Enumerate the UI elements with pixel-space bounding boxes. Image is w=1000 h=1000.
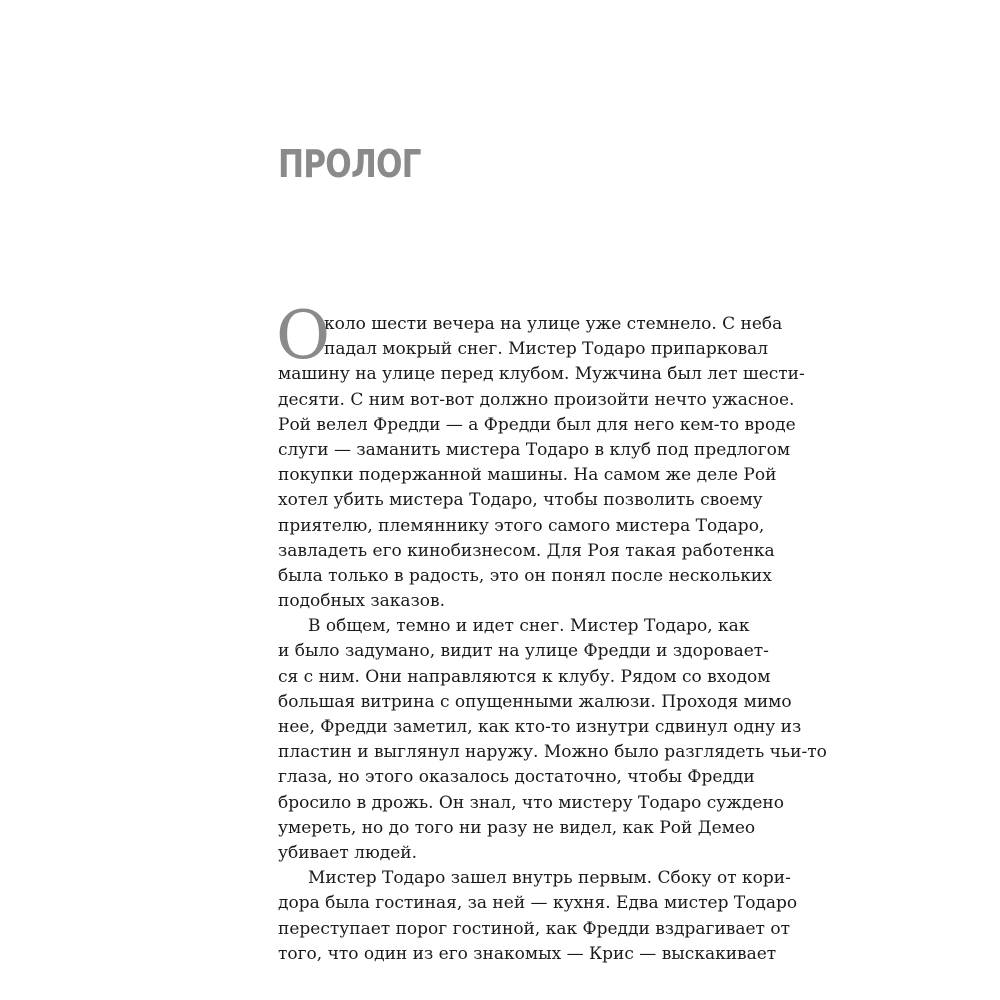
text-line: приятелю, племяннику этого самого мистера Тодаро,: [278, 515, 765, 536]
text-line: Мистер Тодаро зашел внутрь первым. Сбоку от кори-: [308, 868, 791, 889]
text-line: переступает порог гостиной, как Фредди вздрагивает от: [278, 918, 790, 939]
text-line: слуги — заманить мистера Тодаро в клуб под предлогом: [278, 439, 791, 460]
text-line: завладеть его кинобизнесом. Для Роя такая работенка: [278, 540, 775, 561]
text-line: Рой велел Фредди — а Фредди был для него кем-то вроде: [278, 414, 796, 435]
text-line: бросило в дрожь. Он знал, что мистеру Тодаро суждено: [278, 792, 784, 813]
paragraph: [278, 866, 798, 967]
drop-cap: О: [276, 297, 331, 374]
text-line: большая витрина с опущенными жалюзи. Проходя мимо: [278, 691, 792, 712]
text-line: подобных заказов.: [278, 591, 446, 612]
text-line: падал мокрый снег. Мистер Тодаро припарковал: [324, 339, 769, 360]
text-line: того, что один из его знакомых — Крис — выскакивает: [278, 943, 777, 964]
text-line: ся с ним. Они направляются к клубу. Рядом со входом: [278, 666, 771, 687]
paragraph: [278, 614, 827, 866]
text-line: пластин и выглянул наружу. Можно было разглядеть чьи-то: [278, 742, 827, 763]
text-line: умереть, но до того ни разу не видел, как Рой Демео: [278, 817, 756, 838]
text-line: десяти. С ним вот-вот должно произойти нечто ужасное.: [278, 389, 795, 410]
text-line: и было задумано, видит на улице Фредди и здоровает-: [278, 641, 769, 662]
text-line: В общем, темно и идет снег. Мистер Тодаро, как: [308, 616, 750, 637]
text-line: убивает людей.: [278, 842, 418, 863]
text-line: глаза, но этого оказалось достаточно, чтобы Фредди: [278, 767, 755, 788]
text-line: коло шести вечера на улице уже стемнело. С неба: [324, 314, 783, 334]
body-text: [276, 297, 827, 967]
paragraph: [276, 297, 805, 614]
text-line: была только в радость, это он понял после нескольких: [278, 565, 772, 586]
text-line: нее, Фредди заметил, как кто-то изнутри сдвинул одну из: [278, 717, 802, 737]
chapter-title: ПРОЛОГ: [278, 142, 421, 186]
text-line: хотел убить мистера Тодаро, чтобы позволить своему: [278, 490, 763, 511]
text-line: дора была гостиная, за ней — кухня. Едва мистер Тодаро: [278, 893, 798, 914]
text-line: машину на улице перед клубом. Мужчина был лет шести-: [278, 364, 805, 385]
text-line: покупки подержанной машины. На самом же деле Рой: [278, 465, 777, 486]
